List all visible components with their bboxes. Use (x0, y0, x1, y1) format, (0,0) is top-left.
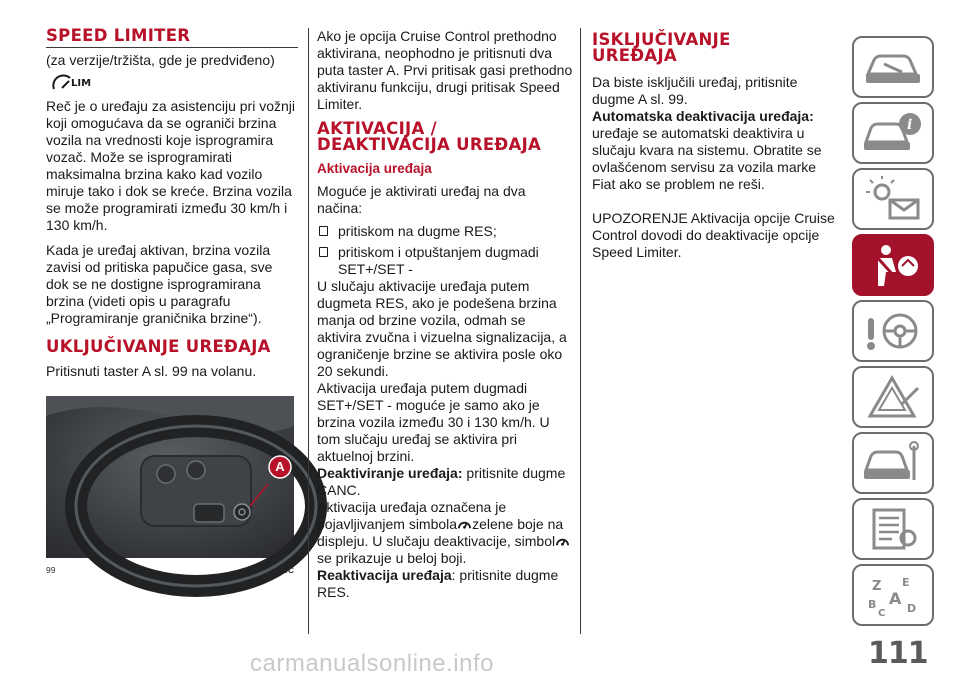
svg-text:A: A (889, 589, 902, 608)
activation-methods-intro: Moguće je aktivirati uređaj na dva načina: (317, 183, 526, 216)
tab-car-dashboard[interactable] (852, 36, 934, 98)
deactivation-paragraph (317, 465, 573, 499)
symbol-text-c: se prikazuje u beloj boji. (317, 550, 467, 566)
switch-off-paragraph: Da biste isključili uređaj, pritisnite dugme A sl. 99. (592, 74, 798, 107)
column-right (592, 28, 842, 269)
reactivation-text: : pritisnite dugme RES. (317, 567, 559, 600)
svg-text:Z: Z (872, 579, 882, 594)
auto-deactivation-paragraph: uređaje se automatski deaktivira u slučaju kvara na sistemu. Obratite se ovlašćenom servisu za vozila marke Fiat ako se problem ne reši. (592, 125, 822, 192)
tab-index[interactable] (852, 564, 934, 626)
watermark: carmanualsonline.info (250, 650, 494, 677)
deactivation-text: pritisnite dugme CANC. (317, 465, 566, 498)
svg-text:C: C (878, 608, 886, 619)
active-behaviour-paragraph: Kada je uređaj aktivan, brzina vozila zavisi od pritiska papučice gasa, sve dok se ne dostigne isprogramirana brzina (videti opis u paragrafu „Programiranje graničnika brzine“). (46, 242, 273, 326)
car-info-icon (862, 110, 924, 156)
symbol-text-b: zelene boje na displeju. U slučaju deaktivacije, simbol (317, 516, 564, 549)
deactivation-label: Deaktiviranje uređaja: (317, 465, 463, 481)
list-item-text: pritiskom na dugme RES; (338, 223, 497, 239)
page-number: 111 (868, 636, 928, 671)
section-title-line1: AKTIVACIJA / (317, 119, 437, 138)
tab-warning-lights[interactable] (852, 168, 934, 230)
reactivation-paragraph (317, 567, 573, 601)
svg-text:E: E (902, 576, 910, 589)
svg-text:i: i (907, 117, 913, 133)
figure-callout-label: A (275, 459, 285, 474)
auto-deactivation-label-line (592, 108, 842, 125)
section-title-line2: UREĐAJA (592, 46, 677, 65)
list-item (317, 223, 573, 240)
tab-technical-data[interactable] (852, 498, 934, 560)
set-activation-paragraph: Aktivacija uređaja putem dugmadi SET+/SET - moguće je samo ako je brzina vozila između 30 i 130 km/h. U tom slučaju uređaj se aktivira pri aktuelnoj brzini. (317, 380, 550, 464)
specifications-list-icon (862, 506, 924, 552)
section-title-line2: DEAKTIVACIJA UREĐAJA (317, 135, 542, 154)
speed-limiter-indicator-icon (458, 518, 471, 531)
page-title: SPEED LIMITER (46, 28, 298, 48)
activation-instruction: Pritisnuti taster A sl. 99 na volanu. (46, 363, 257, 379)
reactivation-label: Reaktivacija uređaja (317, 567, 452, 583)
tab-maintenance[interactable] (852, 432, 934, 494)
alphabetical-index-icon (862, 572, 924, 618)
warning-triangle-icon (862, 374, 924, 420)
list-item (317, 244, 573, 278)
section-title-switch-off (592, 32, 842, 64)
speed-limiter-indicator-icon (556, 535, 569, 548)
column-middle (317, 28, 573, 601)
section-title-activation: UKLJUČIVANJE UREĐAJA (46, 337, 271, 356)
seatbelt-airbag-icon (862, 242, 924, 288)
subsection-title: Aktivacija uređaja (317, 161, 432, 176)
car-dashboard-icon (862, 44, 924, 90)
warning-paragraph: UPOZORENJE Aktivacija opcije Cruise Control dovodi do deaktivacije opcije Speed Limiter. (592, 210, 835, 260)
cruise-control-paragraph: Ako je opcija Cruise Control prethodno aktivirana, neophodno je pritisnuti dva puta taster A. Prvi pritisak gasi prethodno aktiviranu funkciju, drugi pritisak Speed Limiter. (317, 28, 573, 112)
tab-driving[interactable] (852, 300, 934, 362)
availability-note: (za verzije/tržišta, gde je predviđeno) (46, 52, 275, 68)
column-left (46, 28, 298, 579)
svg-text:B: B (868, 598, 877, 611)
car-tools-icon (862, 440, 924, 486)
section-title-line1: ISKLJUČIVANJE (592, 30, 731, 49)
chapter-tabs (852, 36, 934, 630)
list-item-text: pritiskom i otpuštanjem dugmadi SET+/SET - (338, 244, 539, 277)
symbol-text-a: Aktivacija uređaja označena je pojavljivanjem simbola (317, 499, 507, 532)
intro-paragraph: Reč je o uređaju za asistenciju pri vožnji koji omogućava da se ograniči brzina vozila na vrednosti koje isprogramira vozač. Može se isprogramirati maksimalna brzina kako kad vozilo miruje tako i dok se kreće. Brzina vozila se može programirati između 30 km/h i 130 km/h. (46, 98, 296, 233)
checkbox-bullet-icon (319, 247, 328, 257)
speed-limiter-symbol-icon (52, 72, 298, 92)
column-divider (580, 28, 581, 634)
warning-light-message-icon (862, 176, 924, 222)
res-activation-paragraph: U slučaju aktivacije uređaja putem dugmeta RES, ako je podešena brzina manja od brzine vozila, odmah se aktivira zvučna i vizuelna signalizacija, a ograničenje brzine se aktivira posle oko 20 sekundi. (317, 278, 567, 379)
symbol-paragraph (317, 499, 573, 567)
figure-number: 99 (46, 565, 56, 575)
tab-emergency[interactable] (852, 366, 934, 428)
column-divider (308, 28, 309, 634)
steering-wheel-key-icon (862, 308, 924, 354)
tab-car-info[interactable] (852, 102, 934, 164)
checkbox-bullet-icon (319, 226, 328, 236)
figure-steering-wheel-buttons (46, 396, 294, 558)
svg-text:LIM: LIM (71, 78, 92, 89)
auto-deactivation-label: Automatska deaktivacija uređaja: (592, 108, 814, 124)
figure-code: F0Y0620C (253, 565, 294, 575)
tab-safety[interactable] (852, 234, 934, 296)
section-title-activation-deactivation (317, 121, 573, 153)
svg-text:D: D (907, 602, 917, 615)
